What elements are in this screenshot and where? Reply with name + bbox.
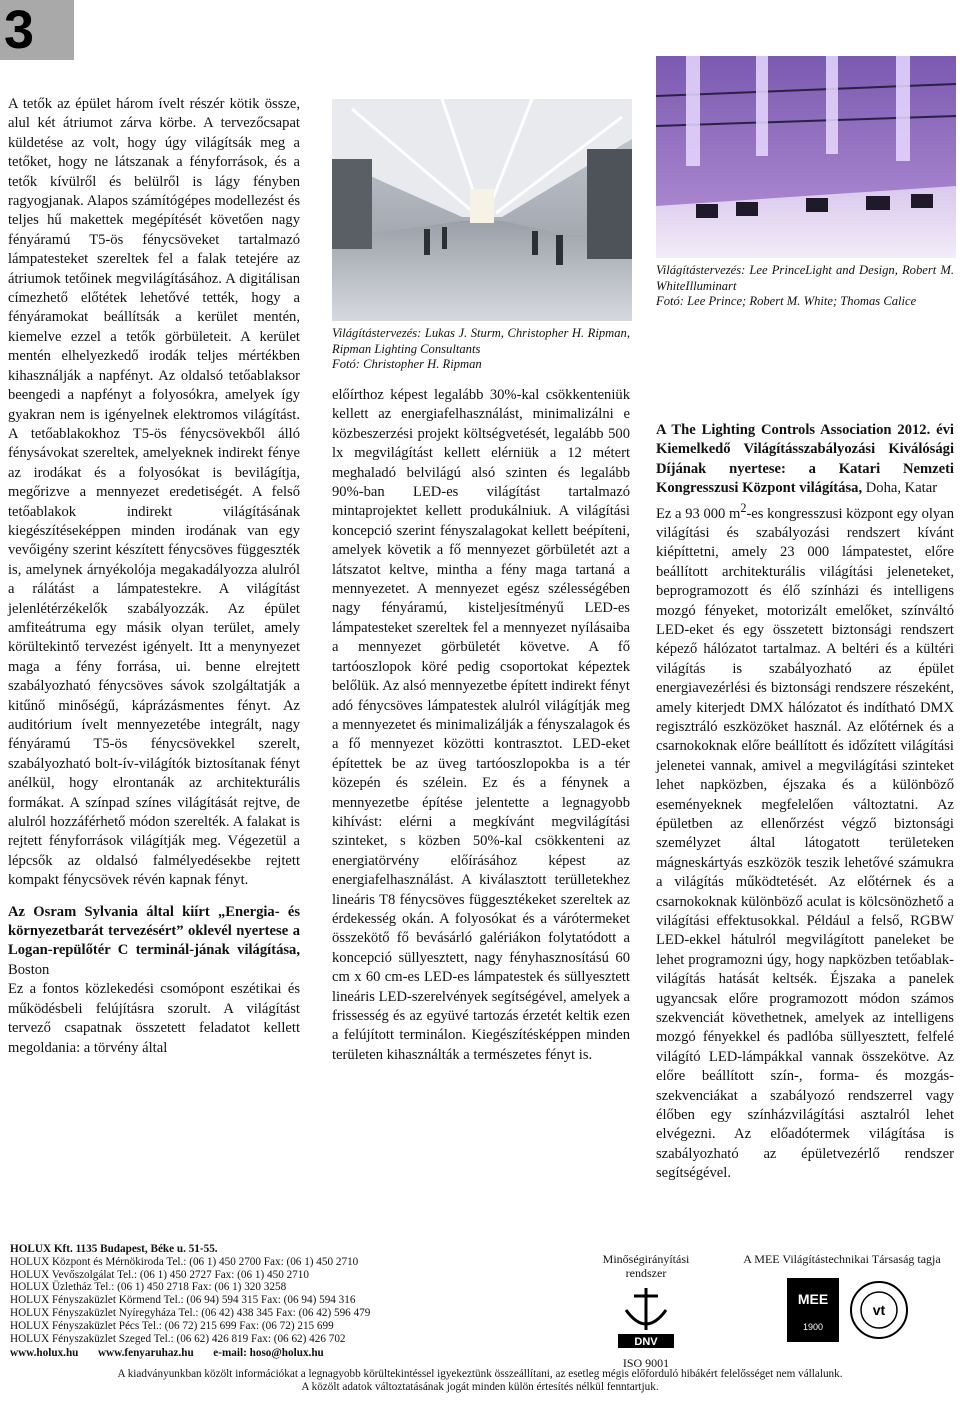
footer-line: HOLUX Fényszaküzlet Szeged Tel.: (06 62) 426 819 Fax: (06 62) 426 702	[10, 1332, 346, 1345]
headline-doha-place: Doha, Katar	[862, 480, 938, 497]
svg-text:MEE: MEE	[797, 1291, 829, 1307]
congress-center-photo	[656, 56, 956, 258]
footer-company: HOLUX Kft. 1135 Budapest, Béke u. 51-55.	[10, 1243, 218, 1255]
footer-line: HOLUX Központ és Mérnökiroda Tel.: (06 1) 450 2700 Fax: (06 1) 450 2710	[10, 1255, 359, 1268]
footer-line: HOLUX Üzletház Tel.: (06 1) 450 2718 Fax: (06 1) 320 3258	[10, 1281, 287, 1294]
col2-paragraph: előírthoz képest legalább 30%-kal csökkenteniük kellett az energiafelhasználást, minimalizálni e közbeszerzési projekt költségvetését, legalább 500 lx megvilágítást kellett elérniük a 12 métert meghaladó belvilágú alsó szinten és legalább 90%-ban LED-es világítást tartalmazó mintaprojektet kellett produkálniuk. A világítási koncepció szerint fényszalagokat kellett beépíteni, amelyek követik a fő mennyezet görbületét azt a látszatot keltve, mintha a fény maga tartaná a mennyezetet. A mennyezet egész szélességében nagy fényáramú, kisteljesítményű LED-es lámpatesteket szereltek fel a mennyezet nyílásaiba a mennyezet görbületét követve. A fő tartóoszlopok köré pedig csoportokat képeztek belőlük. Az alsó mennyezetbe épített indirekt fényt adó fénycsöves lámpatestek alulról világítják meg a mennyezetet és minimalizálják a fényszalagok és a fő mennyezet közötti kontrasztot. LED-eket építettek be az üveg tartóoszlopokba is a tér közepén és szélein. Ez és a fénynek a mennyezetbe építése jelentette a legnagyobb kihívást: elérni a megkívánt megvilágítási szinteket, s közben 50%-kal csökkenteni az energiatörvény előírásához képest az energiafelhasználást. A kiválasztott terülletekhez lineáris T8 fénycsöves függesztékeket szereltek az érdekesség okán. A folyosókat és a várótermeket összekötő fő bevásárló galériákon folytatódott a koncepció süllyesztett, nagy fényhasznosítású 60 cm x 60 cm-es LED-es lámpatestek és süllyesztett lineáris LED-szerelvények segítségével, amelyek a frissesség és az együvé tartozás érzetét keltik ezen a felújított terminálon. Kiegészítésképpen minden területen kihasználták a természetes fényt is.	[332, 387, 630, 1063]
svg-text:DNV: DNV	[634, 1336, 658, 1348]
terminal-photo	[332, 99, 632, 321]
association-block	[724, 1252, 960, 1350]
headline-doha	[656, 421, 954, 499]
article-column-1	[8, 95, 300, 1068]
page-number: 3	[0, 0, 74, 60]
col3-paragraph	[656, 499, 954, 1184]
col3-text-pre: Ez a 93 000 m	[656, 505, 741, 522]
col1-paragraph-2: Ez a fontos közlekedési csomópont eszétikai és működésbeli felújításra szorult. A világítást tervező csapatnak összetett feladatot kellett megoldania: a törvény által	[8, 981, 300, 1056]
association-title: A MEE Világítástechnikai Társaság tagja	[743, 1252, 941, 1266]
footer-line: HOLUX Fényszaküzlet Körmend Tel.: (06 94) 594 315 Fax: (06 94) 594 316	[10, 1294, 356, 1307]
certification-block	[590, 1252, 702, 1370]
iso-label: ISO 9001	[622, 1356, 670, 1370]
disclaimer-line-1: A kiadványunkban közölt információkat a legnagyobb körültekintéssel igyekeztünk összeállítani, az esetleg mégis előforduló hibákért felelősséget nem vállalunk.	[117, 1368, 843, 1380]
congress-photo-caption: Világítástervezés: Lee PrinceLight and Design, Robert M. WhiteIlluminart Fotó: Lee Prince; Robert M. White; Thomas Calice	[656, 263, 954, 308]
col3-text: -es kongresszusi központ egy olyan világítási és szabályozási rendszert kívánt kiépíttetni, amely 23 000 lámpatestet, előre beállított architekturális világítási jeleneteket, beprogramozott és élő színházi és intelligens mozgó fényeket, motorizált emelőket, színváltó LED-eket és egy összetett biztonsági rendszert képező hálózatot tartalmaz. A beltéri és a kültéri világítás is szabályozható az épület energiavezérlési és biztonsági rendszere részeként, amely kiterjedt DMX hálózatot és indítható DMX regisztráló eszközöket használ. Az előtérnek és a csarnokoknak előre beállított és időzített világítási jelenetei vannak, amivel a megvilágítási szinteket lehet napközben, éjszaka és a különböző eseményeknek megfelelően változtatni. Az épületben az ellenőrzést végző biztonsági személyzet által látogatott területeken mágneskártyás eszközök teszik lehetővé számukra a világítás működtetését. Az előtérnek és a csarnokoknak különböző aculat is kölcsönözhető a világítási effektusokkal. Például a felső, RGBW LED-ekkel hátulról megvilágított paneleket be lehet programozni úgy, hogy napközben tetőablak-világítás hatását keltsék. Éjszaka a panelek ugyancsak előre programozott módon számos szekvenciát követhetnek, amelyek az intelligens mozgó fényekkel és padlóba süllyesztett, felfelé világító LED-lámpákkal vannak összekötve. Az előre beállított szín-, forma- és mozgás-szekvenciákat a szabályozó rendszerrel vagy élőben egy színházvilágítási asztalról lehet elvégezni. Az előadótermek világítása is szabályozható az épületvezérlő rendszer segítségével.	[656, 505, 954, 1182]
dnv-logo-icon	[616, 1286, 676, 1352]
footer-line: HOLUX Fényszaküzlet Nyíregyháza Tel.: (06 42) 438 345 Fax: (06 42) 596 479	[10, 1306, 371, 1319]
disclaimer	[0, 1368, 960, 1394]
article-column-3	[656, 421, 954, 1194]
headline-logan-title: Az Osram Sylvania által kiírt „Energia- és környezetbarát tervezésért” oklevél nyertese a Logan-repülőtér C terminál-jának világítása,	[8, 903, 300, 959]
footer-web-links[interactable]: www.holux.hu www.fenyaruhaz.hu e-mail: hoso@holux.hu	[10, 1347, 324, 1360]
svg-text:vt: vt	[872, 1302, 886, 1318]
col1-paragraph: A tetők az épület három ívelt részér kötik össze, alul két átriumot zárva körbe. A tervezőcsapat küldetése az volt, hogy úgy világítsák meg a tetőket, hogy ne látszanak a fényforrások, és a tetők kívülről és belülről is lágy fényben ragyogjanak. Alapos számítógépes modellezést és teljes hű makettek megépítését követően nagy fényáramú T5-ös fénycsöveket tartalmazó lámpatesteket szereltek fel a falak tetejére az átriumok tetőinek megvilágításához. A digitálisan címezhető előtétek lehetővé tették, hogy a fényáramokat beállítsák a kerület mentén, kiemelve ezzel a tetők görbületeit. A kerület mentén elhelyezkedő irodák teljes mértékben kihasználják a napfényt. Az oldalsó tetőablaksor beengedi a napfényt a folyosókra, amelyek így gyakran nem is igényelnek elektromos világítást. A tetőablakokhoz T5-ös fénycsövekből álló fénysávokat szereltek, amelyeknek indirekt fénye az irodákat és a folyosókat is bevilágítja, megőrizve a mennyezet eredetiségét. A felső tetőablakok indirekt világításának kiegészítéseképpen minden irodának van egy vevőigény szerint készített fénycsöves függeszték is, amelynek árnyékolója megakadályozza alulról a rálátást a lámpatestekre. A világítást jelenlétérzékelők szabályozzák. Az épület amfiteátruma egy másik olyan terület, amely körültekintő tervezést igényelt. Itt a menynyezet maga a fény forrása, ui. benne elrejtett szabályozható fénycsöves sávok szolgáltatják a kitűnő minőségű, káprázásmentes fényt. Az auditórium ívelt mennyezetébe integrált, nagy fényáramú T5-ös fénycsövekkel szerelt, szabályozható bolt-ív-világítók biztosítanak fényt anélkül, hogy elrontanák az architekturális formákat. A színpad színes világítását rejtve, de alulról hozzáférhető módon szerelték. A falakat is rejtett fényforrások világítják meg. Végezetül a lépcsők az oldalsó falmélyedésekbe rejtett kompakt fénycsövek révén kapnak fényt.	[8, 96, 300, 889]
footer-line: HOLUX Vevőszolgálat Tel.: (06 1) 450 2727 Fax: (06 1) 450 2710	[10, 1268, 309, 1281]
terminal-photo-caption: Világítástervezés: Lukas J. Sturm, Christopher H. Ripman, Ripman Lighting Consultants Fotó: Christopher H. Ripman	[332, 326, 630, 371]
footer-line: HOLUX Fényszaküzlet Pécs Tel.: (06 72) 215 699 Fax: (06 72) 215 699	[10, 1319, 334, 1332]
article-column-2	[332, 386, 630, 1075]
headline-logan-place: Boston	[8, 961, 50, 978]
headline-doha-title: A The Lighting Controls Association 2012. évi Kiemelkedő Világításszabályozási Kiválósági Díjának nyertese: a Katari Nemzeti Kongresszusi Központ világítása,	[656, 422, 954, 497]
svg-text:1900: 1900	[802, 1322, 824, 1332]
disclaimer-line-2: A közölt adatok változtatásának jogát minden külön értesítés nélkül fenntartjuk.	[301, 1381, 659, 1393]
mee-logo-icon	[767, 1274, 917, 1350]
headline-logan	[8, 903, 300, 981]
footer-contact	[10, 1243, 570, 1360]
col3-text-sup: 2	[740, 500, 747, 515]
certification-title: Minőségirányítási rendszer	[602, 1252, 690, 1280]
